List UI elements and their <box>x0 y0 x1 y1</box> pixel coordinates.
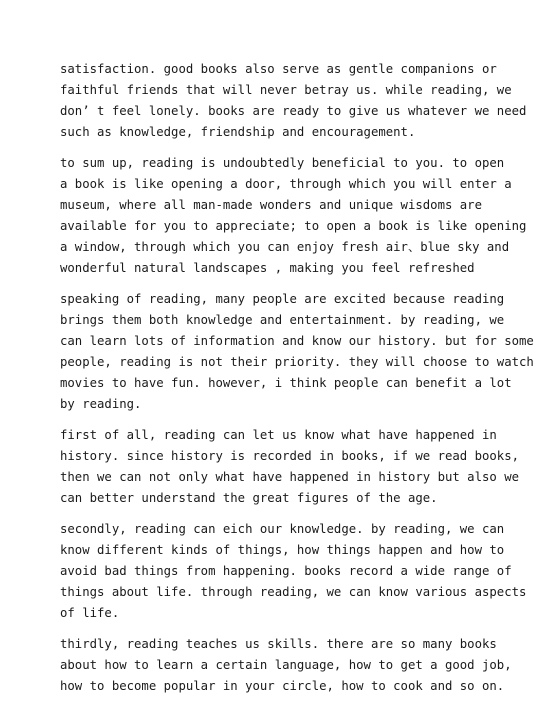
text-line: know different kinds of things, how things happen and how to <box>60 543 505 557</box>
text-line: then we can not only what have happened in history but also we <box>60 470 520 484</box>
text-line: avoid bad things from happening. books record a wide range of <box>60 564 512 578</box>
text-line: don’ t feel lonely. books are ready to give us whatever we need <box>60 104 527 118</box>
text-line: to sum up, reading is undoubtedly beneficial to you. to open <box>60 156 505 170</box>
text-line: speaking of reading, many people are excited because reading <box>60 292 505 306</box>
text-line: first of all, reading can let us know what have happened in <box>60 428 497 442</box>
text-line: wonderful natural landscapes , making you feel refreshed <box>60 261 475 275</box>
paragraph-secondly <box>60 519 527 624</box>
text-line: faithful friends that will never betray us. while reading, we <box>60 83 512 97</box>
text-line: available for you to appreciate; to open a book is like opening <box>60 219 527 233</box>
text-line: of life. <box>60 606 120 620</box>
text-line: about how to learn a certain language, how to get a good job, <box>60 658 512 672</box>
text-line: can learn lots of information and know our history. but for some <box>60 334 534 348</box>
text-line: movies to have fun. however, i think people can benefit a lot <box>60 376 512 390</box>
text-line: can better understand the great figures of the age. <box>60 491 438 505</box>
text-line: museum, where all man-made wonders and unique wisdoms are <box>60 198 482 212</box>
text-line: secondly, reading can eich our knowledge. by reading, we can <box>60 522 505 536</box>
text-line: thirdly, reading teaches us skills. there are so many books <box>60 637 497 651</box>
text-line: satisfaction. good books also serve as gentle companions or <box>60 62 497 76</box>
text-line: brings them both knowledge and entertainment. by reading, we <box>60 313 505 327</box>
text-line: history. since history is recorded in books, if we read books, <box>60 449 520 463</box>
text-line: things about life. through reading, we can know various aspects <box>60 585 527 599</box>
text-line: how to become popular in your circle, how to cook and so on. <box>60 679 505 693</box>
text-line: by reading. <box>60 397 142 411</box>
essay-text <box>60 59 534 707</box>
paragraph-speaking-of-reading <box>60 289 534 415</box>
paragraph-first-of-all <box>60 425 520 509</box>
text-line: a book is like opening a door, through which you will enter a <box>60 177 512 191</box>
paragraph-thirdly <box>60 634 512 697</box>
paragraph-to-sum-up <box>60 153 527 279</box>
paragraph-satisfaction <box>60 59 527 143</box>
text-line: people, reading is not their priority. they will choose to watch <box>60 355 534 369</box>
text-line: such as knowledge, friendship and encouragement. <box>60 125 416 139</box>
text-line: a window, through which you can enjoy fresh air、blue sky and <box>60 240 510 254</box>
